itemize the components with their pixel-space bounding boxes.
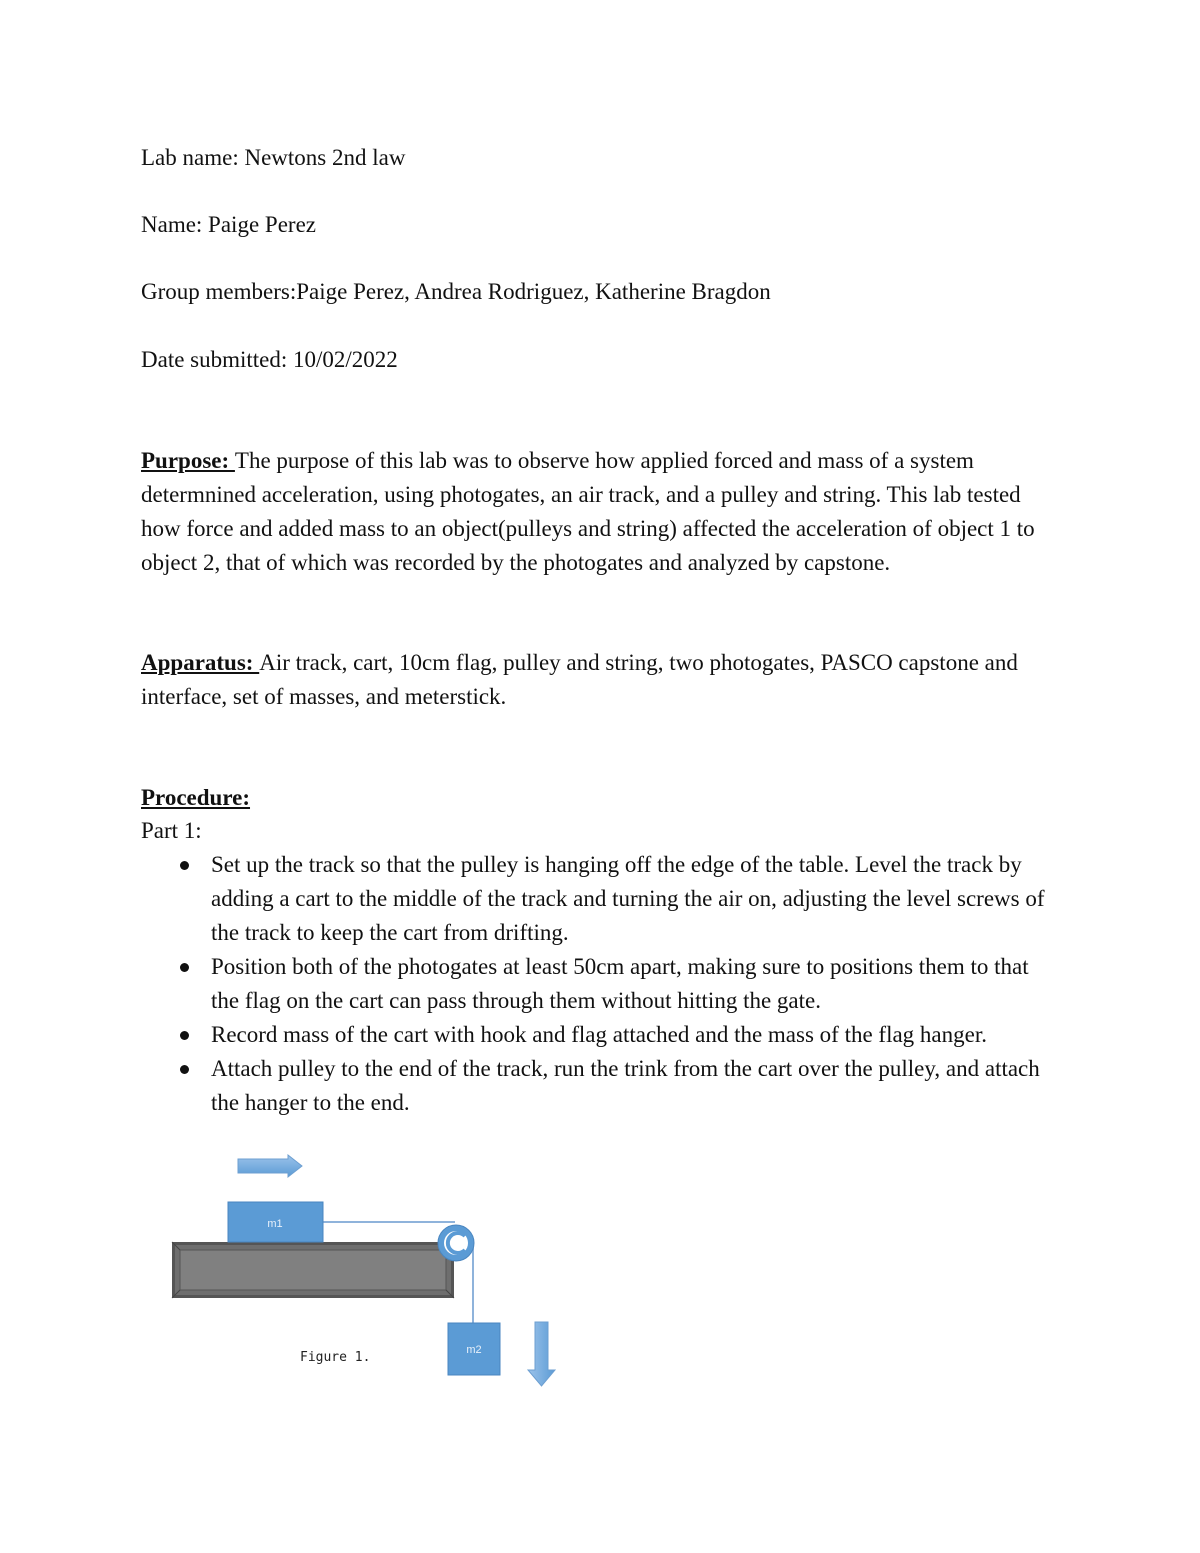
procedure-steps [141, 848, 1061, 1120]
bullet-icon [180, 861, 189, 870]
mass-block-m2 [448, 1323, 500, 1375]
group-members: Group members:Paige Perez, Andrea Rodriguez, Katherine Bragdon [141, 279, 771, 304]
bullet-icon [180, 1031, 189, 1040]
apparatus-text: Air track, cart, 10cm flag, pulley and string, two photogates, PASCO capstone and interface, set of masses, and meterstick. [141, 650, 1018, 709]
apparatus-section [141, 646, 1061, 714]
procedure-step [141, 848, 1061, 950]
procedure-step-text: Set up the track so that the pulley is hanging off the edge of the table. Level the track by adding a cart to the middle of the track and turning the air on, adjusting the level screws of the track to keep the cart from drifting. [211, 852, 1045, 945]
pulley-icon [438, 1225, 474, 1261]
lab-name: Lab name: Newtons 2nd law [141, 145, 406, 170]
m1-label: m1 [267, 1218, 283, 1230]
purpose-heading: Purpose: [141, 448, 235, 473]
procedure-step-text: Position both of the photogates at least 50cm apart, making sure to positions them to that the flag on the cart can pass through them without hitting the gate. [211, 954, 1029, 1013]
purpose-text: The purpose of this lab was to observe how applied forced and mass of a system determnined acceleration, using photogates, an air track, and a pulley and string. This lab tested how force and added mass to an object(pulleys and string) affected the acceleration of object 1 to object 2, that of which was recorded by the photogates and analyzed by capstone. [141, 448, 1035, 575]
procedure-step [141, 1018, 1061, 1052]
apparatus-heading: Apparatus: [141, 650, 260, 675]
figure-caption: Figure 1. [300, 1350, 371, 1365]
m2-label: m2 [466, 1344, 482, 1356]
purpose-section [141, 444, 1061, 580]
date-submitted: Date submitted: 10/02/2022 [141, 347, 398, 372]
downward-arrow-icon [528, 1322, 555, 1386]
part-label: Part 1: [141, 818, 202, 843]
bullet-icon [180, 1065, 189, 1074]
mass-block-m1 [228, 1202, 323, 1242]
procedure-step-text: Attach pulley to the end of the track, run the trink from the cart over the pulley, and attach the hanger to the end. [211, 1056, 1040, 1115]
figure-1-diagram [160, 1150, 580, 1400]
procedure-step [141, 1052, 1061, 1120]
procedure-step-text: Record mass of the cart with hook and flag attached and the mass of the flag hanger. [211, 1022, 987, 1047]
procedure-step [141, 950, 1061, 1018]
procedure-heading: Procedure: [141, 785, 251, 810]
air-track [172, 1242, 454, 1298]
bullet-icon [180, 963, 189, 972]
student-name: Name: Paige Perez [141, 212, 316, 237]
horizontal-arrow-icon [238, 1155, 302, 1177]
